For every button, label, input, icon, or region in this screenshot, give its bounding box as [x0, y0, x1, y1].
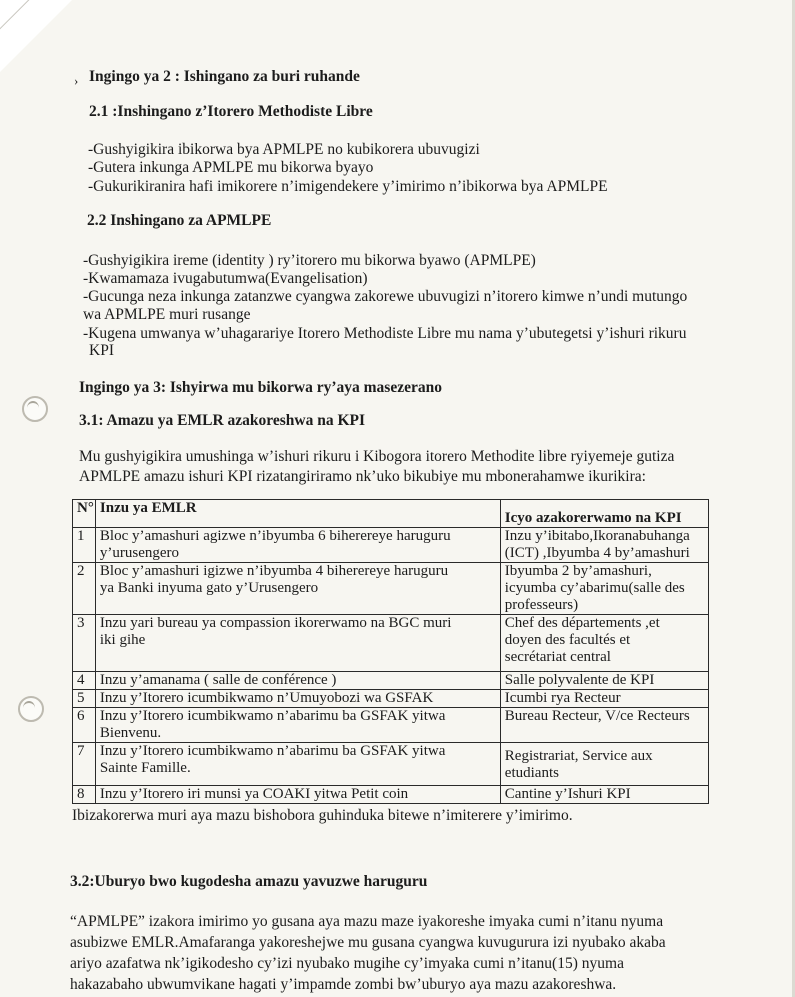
row-number: 7 — [73, 743, 96, 786]
s32-paragraph-line: “APMLPE” izakora imirimo yo gusana aya mazu maze iyakoreshe imyaka cumi n’itanu nyuma — [70, 913, 664, 930]
col-header-usage: Icyo azakorerwamo na KPI — [500, 500, 708, 528]
s31-intro-line: APMLPE amazu ishuri KPI rizatangiriramo nk’uko bikubiye mu mbonerahamwe ikurikira: — [79, 468, 646, 485]
section-2-2-heading: 2.2 Inshingano za APMLPE — [87, 212, 272, 229]
row-building: Inzu y’Itorero iri munsi ya COAKI yitwa Petit coin — [95, 786, 500, 804]
table-row — [73, 528, 709, 563]
row-usage: Registrariat, Service aux etudiants — [500, 743, 708, 786]
s32-paragraph-line: asubizwe EMLR.Amafaranga yakoreshejwe mu gusana cyangwa kuvugurura izi nyubako akaba — [70, 934, 666, 951]
table-row — [73, 690, 709, 708]
row-number: 6 — [73, 708, 96, 743]
folded-corner — [0, 0, 72, 72]
section-3-1-heading: 3.1: Amazu ya EMLR azakoreshwa na KPI — [79, 412, 366, 429]
row-number: 3 — [73, 615, 96, 672]
table-row — [73, 563, 709, 615]
row-number: 4 — [73, 672, 96, 690]
row-building: Inzu y’Itorero icumbikwamo n’abarimu ba GSFAK yitwa Bienvenu. — [95, 708, 500, 743]
section-3-2-heading: 3.2:Uburyo bwo kugodesha amazu yavuzwe haruguru — [70, 873, 428, 890]
row-usage: Icumbi rya Recteur — [500, 690, 708, 708]
col-header-building: Inzu ya EMLR — [95, 500, 500, 528]
row-number: 1 — [73, 528, 96, 563]
article-3-heading: Ingingo ya 3: Ishyirwa mu bikorwa ry’aya masezerano — [79, 379, 442, 396]
s22-item: wa APMLPE muri rusange — [83, 306, 251, 323]
table-header-row — [73, 500, 709, 528]
s22-item: -Gushyigikira ireme (identity ) ry’itorero mu bikorwa byawo (APMLPE) — [83, 252, 536, 269]
bullet-mark: › — [74, 73, 79, 88]
row-number: 8 — [73, 786, 96, 804]
s21-item: -Gutera inkunga APMLPE mu bikorwa byayo — [88, 159, 374, 176]
row-number: 2 — [73, 563, 96, 615]
row-usage: Salle polyvalente de KPI — [500, 672, 708, 690]
table-row — [73, 743, 709, 786]
table-row — [73, 708, 709, 743]
s32-paragraph-line: ariyo azafatwa nk’igikodesho cy’izi nyubako mugihe cy’imyaka cumi n’itanu(15) nyuma — [70, 955, 624, 972]
s32-paragraph-line: hakazabaho ubwumvikane hagati y’impamde zombi bw’uburyo aya mazu azakoreshwa. — [70, 976, 617, 993]
row-building: Inzu y’Itorero icumbikwamo n’abarimu ba GSFAK yitwa Sainte Famille. — [95, 743, 500, 786]
row-usage: Chef des départements ,et doyen des facultés et secrétariat central — [500, 615, 708, 672]
row-building: Inzu yari bureau ya compassion ikorerwamo na BGC muri iki gihe — [95, 615, 500, 672]
row-building: Inzu y’Itorero icumbikwamo n’Umuyobozi wa GSFAK — [95, 690, 500, 708]
s21-item: -Gukurikiranira hafi imikorere n’imigendekere y’imirimo n’ibikorwa bya APMLPE — [88, 178, 608, 195]
row-number: 5 — [73, 690, 96, 708]
s22-item: -Gucunga neza inkunga zatanzwe cyangwa zakorewe ubuvugizi n’itorero kimwe n’undi mutungo — [83, 288, 688, 305]
row-building: Inzu y’amanama ( salle de conférence ) — [95, 672, 500, 690]
s22-item: -Kugena umwanya w’uhagarariye Itorero Methodiste Libre mu nama y’ubutegetsi y’ishuri rikuru — [83, 325, 687, 342]
row-usage: Ibyumba 2 by’amashuri, icyumba cy’abarimu(salle des professeurs) — [500, 563, 708, 615]
s22-item: -Kwamamaza ivugabutumwa(Evangelisation) — [83, 270, 368, 287]
s21-item: -Gushyigikira ibikorwa bya APMLPE no kubikorera ubuvugizi — [88, 141, 480, 158]
s22-item: KPI — [89, 342, 114, 359]
punch-hole-top — [22, 396, 48, 422]
section-2-1-heading: 2.1 :Inshingano z’Itorero Methodiste Libre — [89, 103, 373, 120]
article-2-heading: Ingingo ya 2 : Ishingano za buri ruhande — [89, 68, 360, 85]
row-building: Bloc y’amashuri igizwe n’ibyumba 4 biherereye haruguru ya Banki inyuma gato y’Urusengero — [95, 563, 500, 615]
table-row — [73, 672, 709, 690]
row-usage: Cantine y’Ishuri KPI — [500, 786, 708, 804]
row-usage: Bureau Recteur, V/ce Recteurs — [500, 708, 708, 743]
table-row — [73, 786, 709, 804]
punch-hole-bottom — [18, 696, 44, 722]
buildings-table — [72, 499, 709, 804]
s31-intro-line: Mu gushyigikira umushinga w’ishuri rikuru i Kibogora itorero Methodite libre ryiyemeje gutiza — [79, 448, 675, 465]
row-building: Bloc y’amashuri agizwe n’ibyumba 6 biherereye haruguru y’urusengero — [95, 528, 500, 563]
table-row — [73, 615, 709, 672]
row-usage: Inzu y’ibitabo,Ikoranabuhanga (ICT) ,Ibyumba 4 by’amashuri — [500, 528, 708, 563]
after-table-note: Ibizakorerwa muri aya mazu bishobora guhinduka bitewe n’imiterere y’imirimo. — [72, 807, 573, 824]
col-header-number: N° — [73, 500, 96, 528]
